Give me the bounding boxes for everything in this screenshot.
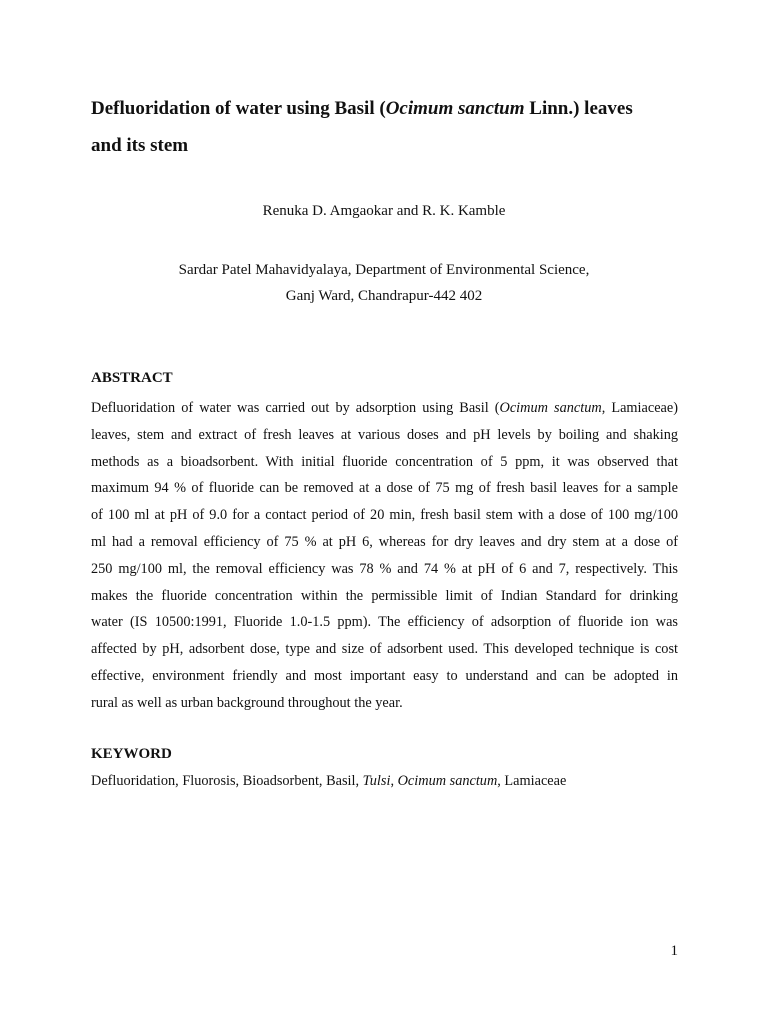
keyword-list — [91, 771, 566, 791]
abstract-line: effective, environment friendly and most important easy to understand and can be adopted in — [91, 667, 678, 684]
paper-title — [91, 90, 691, 164]
affiliation — [0, 257, 768, 309]
abstract-line: of 100 ml at pH of 9.0 for a contact period of 20 min, fresh basil stem with a dose of 100 mg/100 — [91, 507, 678, 524]
keyword-text: , Lamiaceae — [497, 773, 567, 789]
keyword-separator: , — [390, 773, 398, 789]
keyword-italic: Tulsi — [362, 773, 391, 789]
author-list: Renuka D. Amgaokar and R. K. Kamble — [262, 203, 506, 219]
title-text-cont: Linn.) leaves — [524, 98, 633, 119]
abstract-body — [91, 395, 678, 717]
abstract-line: ml had a removal efficiency of 75 % at pH 6, whereas for dry leaves and dry stem at a dose of — [91, 533, 678, 550]
abstract-line: makes the fluoride concentration within the permissible limit of Indian Standard for drinking — [91, 587, 678, 604]
abstract-line: water (IS 10500:1991, Fluoride 1.0-1.5 ppm). The efficiency of adsorption of fluoride ion was — [91, 614, 678, 631]
abstract-text: Defluoridation of water was carried out by adsorption using Basil ( — [91, 400, 500, 416]
abstract-line: methods as a bioadsorbent. With initial fluoride concentration of 5 ppm, it was observed that — [91, 453, 678, 470]
keyword-heading: KEYWORD — [91, 746, 172, 762]
title-text: Defluoridation of water using Basil ( — [91, 98, 386, 119]
keyword-text: Defluoridation, Fluorosis, Bioadsorbent, Basil, — [91, 773, 363, 789]
page-number: 1 — [670, 943, 678, 959]
abstract-line: maximum 94 % of fluoride can be removed at a dose of 75 mg of fresh basil leaves for a sample — [91, 480, 678, 497]
abstract-line: affected by pH, adsorbent dose, type and size of adsorbent used. This developed technique is cost — [91, 641, 678, 658]
abstract-line: rural as well as urban background throughout the year. — [91, 694, 403, 711]
title-line-2: and its stem — [91, 135, 189, 156]
abstract-heading: ABSTRACT — [91, 370, 173, 386]
keyword-italic: Ocimum sanctum — [397, 773, 498, 789]
abstract-species-name: Ocimum sanctum — [499, 400, 602, 416]
abstract-line: 250 mg/100 ml, the removal efficiency was 78 % and 74 % at pH of 6 and 7, respectively. This — [91, 560, 678, 577]
title-species-name: Ocimum sanctum — [385, 98, 525, 119]
affiliation-line-2: Ganj Ward, Chandrapur-442 402 — [285, 288, 483, 304]
abstract-line — [91, 395, 678, 422]
abstract-line: leaves, stem and extract of fresh leaves at various doses and pH levels by boiling and shaking — [91, 426, 678, 443]
abstract-text: , Lamiaceae) — [601, 400, 678, 416]
affiliation-line-1: Sardar Patel Mahavidyalaya, Department of Environmental Science, — [178, 262, 590, 278]
